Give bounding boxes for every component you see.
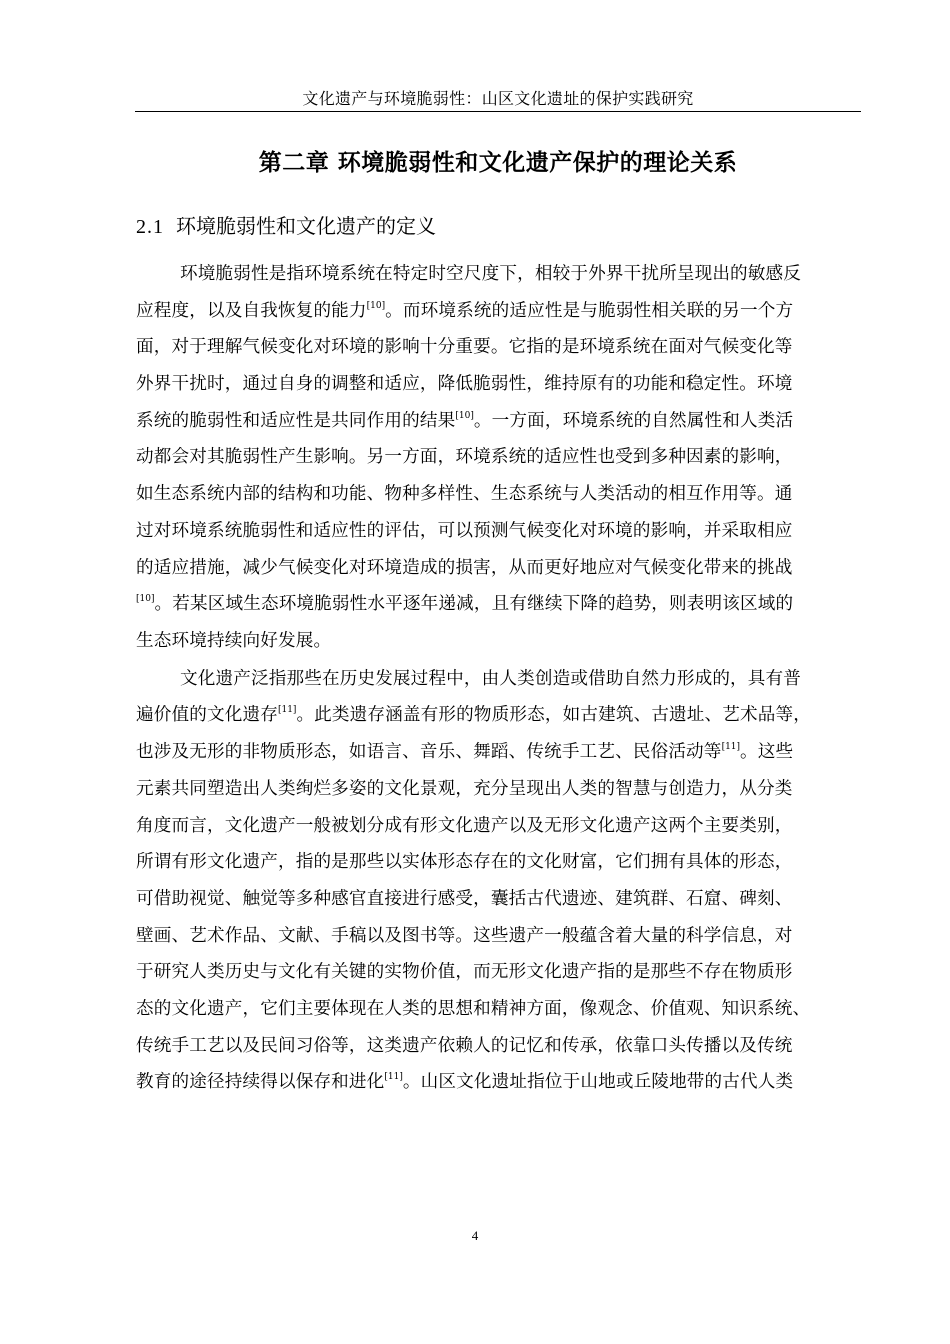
line-text: 文化遗产泛指那些在历史发展过程中，由人类创造或借助自然力形成的，具有普 [180,668,802,689]
chapter-title: 第二章 环境脆弱性和文化遗产保护的理论关系 [258,150,738,176]
section-number: 2.1 [136,216,164,238]
line-text: 态的文化遗产，它们主要体现在人类的思想和精神方面，像观念、价值观、知识系统、 [136,998,811,1019]
text-line [136,771,860,808]
line-text-continued: 。若某区域生态环境脆弱性水平逐年递减，且有继续下降的趋势，则表明该区域的 [154,594,794,615]
line-text: 传统手工艺以及民间习俗等，这类遗产依赖人的记忆和传承，依靠口头传播以及传统 [136,1035,793,1056]
text-line [136,661,860,698]
text-line [136,586,860,623]
text-line [136,366,860,403]
line-text-continued: 。一方面，环境系统的自然属性和人类活 [473,410,794,431]
line-text: 外界干扰时，通过自身的调整和适应，降低脆弱性，维持原有的功能和稳定性。环境 [136,374,793,395]
text-line [136,991,860,1028]
citation-marker: [10] [366,300,386,311]
line-text: 也涉及无形的非物质形态，如语言、音乐、舞蹈、传统手工艺、民俗活动等 [136,742,722,763]
line-text: 面，对于理解气候变化对环境的影响十分重要。它指的是环境系统在面对气候变化等 [136,337,793,358]
line-text: 的适应措施，减少气候变化对环境造成的损害，从而更好地应对气候变化带来的挑战 [136,557,793,578]
text-line [136,881,860,918]
text-line [136,1028,860,1065]
citation-marker: [10] [455,410,474,421]
section-title-text: 环境脆弱性和文化遗产的定义 [176,214,436,238]
paragraph [136,661,860,1101]
line-text-continued: 。此类遗存涵盖有形的物质形态，如古建筑、古遗址、艺术品等， [296,705,812,726]
text-line [136,403,860,440]
text-line [136,918,860,955]
line-text: 环境脆弱性是指环境系统在特定时空尺度下，相较于外界干扰所呈现出的敏感反 [180,264,802,284]
line-text-continued: 。山区文化遗址指位于山地或丘陵地带的古代人类 [402,1072,794,1093]
text-line [136,734,860,771]
line-text: 如生态系统内部的结构和功能、物种多样性、生态系统与人类活动的相互作用等。通 [136,484,793,505]
line-text-continued: 。而环境系统的适应性是与脆弱性相关联的另一个方 [385,300,794,321]
citation-marker: [11] [721,742,741,753]
citation-marker: [11] [277,705,297,716]
line-text: 应程度，以及自我恢复的能力 [136,300,367,321]
text-line [136,623,860,660]
text-line [136,808,860,845]
text-line [136,513,860,550]
section-heading [136,211,436,242]
line-text: 角度而言，文化遗产一般被划分成有形文化遗产以及无形文化遗产这两个主要类别， [136,815,793,836]
citation-marker: [10] [136,594,155,605]
citation-marker: [11] [384,1072,403,1083]
line-text: 所谓有形文化遗产，指的是那些以实体形态存在的文化财富，它们拥有具体的形态， [136,852,793,873]
text-line [136,329,860,366]
text-line [136,844,860,881]
text-line [136,550,860,587]
text-line [136,293,860,330]
line-text: 生态环境持续向好发展。 [136,630,332,651]
line-text: 遍价值的文化遗存 [136,705,278,726]
line-text: 动都会对其脆弱性产生影响。另一方面，环境系统的适应性也受到多种因素的影响， [136,447,793,468]
text-line [136,954,860,991]
text-line [136,256,860,293]
page-number: 4 [471,1228,479,1243]
text-line [136,439,860,476]
line-text-continued: 。这些 [740,742,794,763]
line-text: 壁画、艺术作品、文献、手稿以及图书等。这些遗产一般蕴含着大量的科学信息，对 [136,925,793,946]
header-rule [135,111,861,112]
line-text: 系统的脆弱性和适应性是共同作用的结果 [136,410,456,431]
text-line [136,697,860,734]
paragraph [136,256,860,660]
body-text [136,256,860,1101]
line-text: 过对环境系统脆弱性和适应性的评估，可以预测气候变化对环境的影响，并采取相应 [136,520,793,541]
line-text: 可借助视觉、触觉等多种感官直接进行感受，囊括古代遗迹、建筑群、石窟、碑刻、 [136,888,793,909]
text-line [136,476,860,513]
text-line [136,1064,860,1101]
line-text: 元素共同塑造出人类绚烂多姿的文化景观，充分呈现出人类的智慧与创造力，从分类 [136,778,793,799]
line-text: 于研究人类历史与文化有关键的实物价值，而无形文化遗产指的是那些不存在物质形 [136,962,793,983]
line-text: 教育的途径持续得以保存和进化 [136,1072,385,1093]
running-header: 文化遗产与环境脆弱性：山区文化遗址的保护实践研究 [302,89,694,108]
